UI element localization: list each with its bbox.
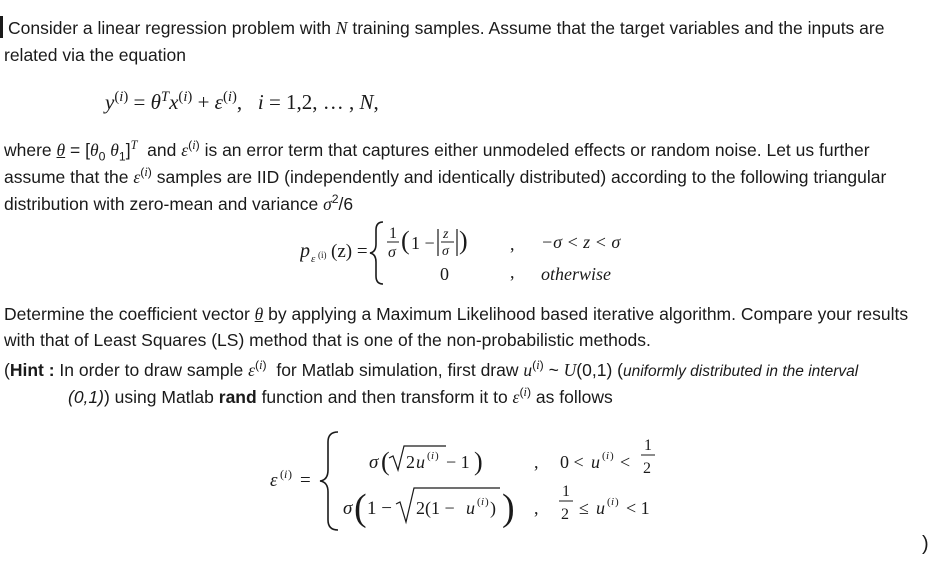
svg-text:≤: ≤ — [579, 498, 589, 518]
svg-text:z: z — [443, 227, 449, 242]
left-margin-bar — [0, 16, 3, 38]
svg-text:(i): (i) — [318, 250, 327, 260]
svg-text:u: u — [596, 498, 605, 518]
svg-text:i: i — [606, 450, 610, 462]
pdf-comma-1: , — [510, 234, 515, 254]
rand-keyword: rand — [218, 387, 257, 407]
svg-text:i: i — [481, 496, 485, 508]
svg-text:σ: σ — [343, 498, 353, 519]
svg-text:(: ( — [354, 487, 367, 529]
svg-text:σ: σ — [388, 244, 396, 261]
svg-text:u: u — [591, 452, 600, 472]
svg-text:i: i — [611, 496, 615, 508]
para2-line3: distribution with zero-mean and variance $\sigma^2/6$ — [4, 192, 354, 214]
hint-line2: (0,1)) using Matlab rand function and then transform it to $\varepsilon^{(i)}$ as follows — [68, 385, 613, 407]
svg-text:1: 1 — [562, 483, 570, 500]
svg-text:=: = — [300, 470, 311, 491]
transform-equation — [270, 428, 670, 534]
svg-text:(: ( — [607, 496, 611, 508]
pdf-otherwise: otherwise — [541, 264, 611, 284]
svg-text:,: , — [534, 498, 539, 518]
svg-text:(: ( — [602, 450, 606, 462]
para1-line1: Consider a linear regression problem with N training samples. Assume that the target variables and the inputs are — [8, 18, 885, 38]
triangular-pdf-equation — [300, 214, 660, 294]
svg-text:< 1: < 1 — [626, 498, 650, 518]
svg-text:u: u — [416, 452, 425, 472]
svg-text:2: 2 — [406, 452, 415, 472]
svg-text:1: 1 — [389, 225, 397, 242]
svg-text:1: 1 — [644, 437, 652, 454]
svg-text:): ) — [288, 467, 292, 481]
svg-text:): ) — [502, 487, 515, 529]
svg-text:(: ( — [280, 467, 284, 481]
svg-text:): ) — [435, 450, 439, 462]
svg-text:(: ( — [381, 447, 390, 476]
hint-line1: (Hint : In order to draw sample $\varepsilon^{(i)}$ for Matlab simulation, first draw $u^{(i)}$ ~ U(0,1) (uniformly distributed in the interval — [4, 358, 859, 380]
svg-text:,: , — [510, 262, 515, 282]
svg-text:2: 2 — [561, 506, 569, 523]
svg-text:u: u — [466, 498, 475, 518]
svg-text:1 −: 1 − — [367, 498, 392, 519]
svg-text:i: i — [431, 450, 435, 462]
svg-text:σ: σ — [369, 452, 379, 473]
svg-text:): ) — [610, 450, 614, 462]
closing-paren: ) — [922, 533, 929, 555]
para3-line1: Determine the coefficient vector θ by applying a Maximum Likelihood based iterative algorithm. Compare your results — [4, 304, 909, 324]
svg-text:− 1: − 1 — [446, 452, 470, 472]
para2-line2: assume that the $\varepsilon^{(i)}$ samples are IID (independently and identically distributed) according to the following triangular — [4, 165, 887, 187]
para1-line2: related via the equation — [4, 45, 186, 65]
para3-line2: with that of Least Squares (LS) method that is one of the non-probabilistic methods. — [4, 330, 651, 350]
svg-text:σ: σ — [442, 244, 449, 259]
svg-text:2: 2 — [643, 460, 651, 477]
svg-text:ε: ε — [311, 253, 316, 265]
svg-text:1 −: 1 − — [411, 233, 435, 253]
svg-text:): ) — [615, 496, 619, 508]
svg-text:): ) — [459, 226, 468, 255]
svg-text:0 <: 0 < — [560, 452, 584, 472]
svg-text:p: p — [300, 240, 310, 262]
svg-text:(: ( — [401, 226, 410, 255]
svg-text:(z) =: (z) = — [331, 241, 368, 262]
hint-label: Hint : — [9, 360, 55, 380]
svg-text:−σ < z < σ: −σ < z < σ — [541, 232, 621, 252]
svg-text:(: ( — [477, 496, 481, 508]
svg-text:ε: ε — [270, 470, 278, 491]
svg-text:2(1 −: 2(1 − — [416, 498, 455, 518]
svg-text:i: i — [284, 467, 288, 481]
svg-text:<: < — [620, 452, 631, 472]
svg-text:): ) — [474, 447, 483, 476]
svg-text:): ) — [485, 496, 489, 508]
svg-text:): ) — [490, 498, 496, 518]
svg-text:(: ( — [427, 450, 431, 462]
regression-equation: $y^{(i)} = \theta^Tx^{(i)} + \varepsilon^{(i)}$, i = 1,2, … , N, — [105, 89, 379, 114]
pdf-zero: 0 — [440, 264, 449, 284]
para2-line1: where $\theta = [\theta_0$ $\theta_1]^T$ and $\varepsilon^{(i)}$ is an error term that captures either unmodeled effects or random noise. Let us further — [4, 138, 870, 164]
svg-text:,: , — [534, 452, 539, 472]
